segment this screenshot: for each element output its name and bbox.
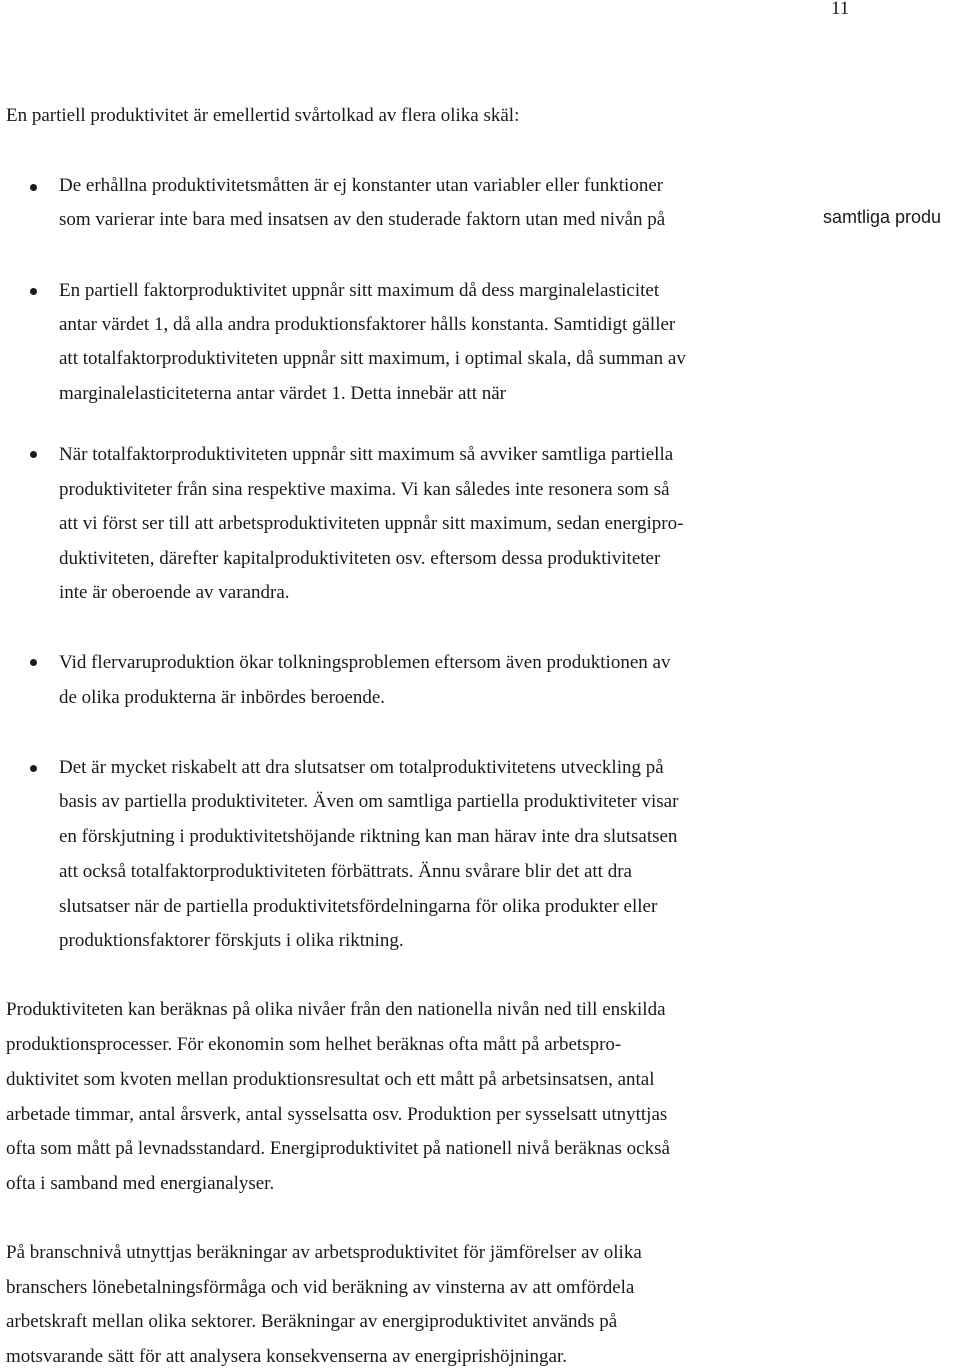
paragraph-line: Produktiviteten kan beräknas på olika nivåer från den nationella nivån ned till enskilda: [6, 999, 666, 1020]
bullet-line: marginalelasticiteterna antar värdet 1. Detta innebär att när: [59, 383, 506, 404]
bullet-line: De erhållna produktivitetsmåtten är ej konstanter utan variabler eller funktioner: [59, 175, 664, 196]
paragraph-line: På branschnivå utnyttjas beräkningar av arbetsproduktivitet för jämförelser av olika: [6, 1242, 642, 1263]
bullet-line: inte är oberoende av varandra.: [59, 582, 290, 603]
bullet-line: produktionsfaktorer förskjuts i olika riktning.: [59, 930, 404, 951]
bullet-line: att också totalfaktorproduktiviteten förbättrats. Ännu svårare blir det att dra: [59, 861, 632, 882]
bullet-dot-icon: [30, 659, 37, 666]
bullet-dot-icon: [30, 765, 37, 772]
bullet-line: När totalfaktorproduktiviteten uppnår sitt maximum så avviker samtliga partiella: [59, 444, 674, 465]
bullet-dot-icon: [30, 184, 37, 191]
paragraph-line: duktivitet som kvoten mellan produktionsresultat och ett mått på arbetsinsatsen, antal: [6, 1069, 655, 1090]
bullet-line: som varierar inte bara med insatsen av den studerade faktorn utan med nivån på: [59, 209, 666, 230]
bullet-line: Vid flervaruproduktion ökar tolkningsproblemen eftersom även produktionen av: [59, 652, 671, 673]
bullet-line: att totalfaktorproduktiviteten uppnår sitt maximum, i optimal skala, då summan av: [59, 348, 686, 369]
bullet-line: duktiviteten, därefter kapitalproduktiviteten osv. eftersom dessa produktiviteter: [59, 548, 661, 569]
paragraph-line: produktionsprocesser. För ekonomin som helhet beräknas ofta mått på arbetspro-: [6, 1034, 622, 1055]
bullet-dot-icon: [30, 451, 37, 458]
page-number: 11: [831, 0, 850, 19]
paragraph-line: motsvarande sätt för att analysera konsekvenserna av energiprishöjningar.: [6, 1346, 568, 1367]
bullet-line: en förskjutning i produktivitetshöjande riktning kan man härav inte dra slutsatsen: [59, 826, 678, 847]
bullet-line: slutsatser när de partiella produktivitetsfördelningarna för olika produkter eller: [59, 896, 658, 917]
intro-text: En partiell produktivitet är emellertid svårtolkad av flera olika skäl:: [6, 105, 520, 126]
bullet-line: Det är mycket riskabelt att dra slutsatser om totalproduktivitetens utveckling på: [59, 757, 664, 778]
bullet-line: att vi först ser till att arbetsproduktiviteten uppnår sitt maximum, sedan energipro-: [59, 513, 684, 534]
bullet-dot-icon: [30, 288, 37, 295]
paragraph-line: branschers lönebetalningsförmåga och vid beräkning av vinsterna av att omfördela: [6, 1277, 635, 1298]
bullet-overflow-text: samtliga produ: [823, 207, 942, 227]
paragraph-line: ofta som mått på levnadsstandard. Energiproduktivitet på nationell nivå beräknas också: [6, 1138, 670, 1159]
paragraph-line: arbetade timmar, antal årsverk, antal sysselsatta osv. Produktion per sysselsatt utnyttjas: [6, 1104, 668, 1125]
bullet-line: de olika produkterna är inbördes beroende.: [59, 687, 386, 708]
overflow-text-clip: [823, 205, 960, 233]
bullet-line: produktiviteter från sina respektive maxima. Vi kan således inte resonera som så: [59, 479, 670, 500]
paragraph-line: arbetskraft mellan olika sektorer. Beräkningar av energiproduktivitet används på: [6, 1311, 618, 1332]
bullet-line: basis av partiella produktiviteter. Även om samtliga partiella produktiviteter visar: [59, 791, 679, 812]
bullet-line: antar värdet 1, då alla andra produktionsfaktorer hålls konstanta. Samtidigt gäller: [59, 314, 676, 335]
bullet-line: En partiell faktorproduktivitet uppnår sitt maximum då dess marginalelasticitet: [59, 280, 660, 301]
paragraph-line: ofta i samband med energianalyser.: [6, 1173, 275, 1194]
